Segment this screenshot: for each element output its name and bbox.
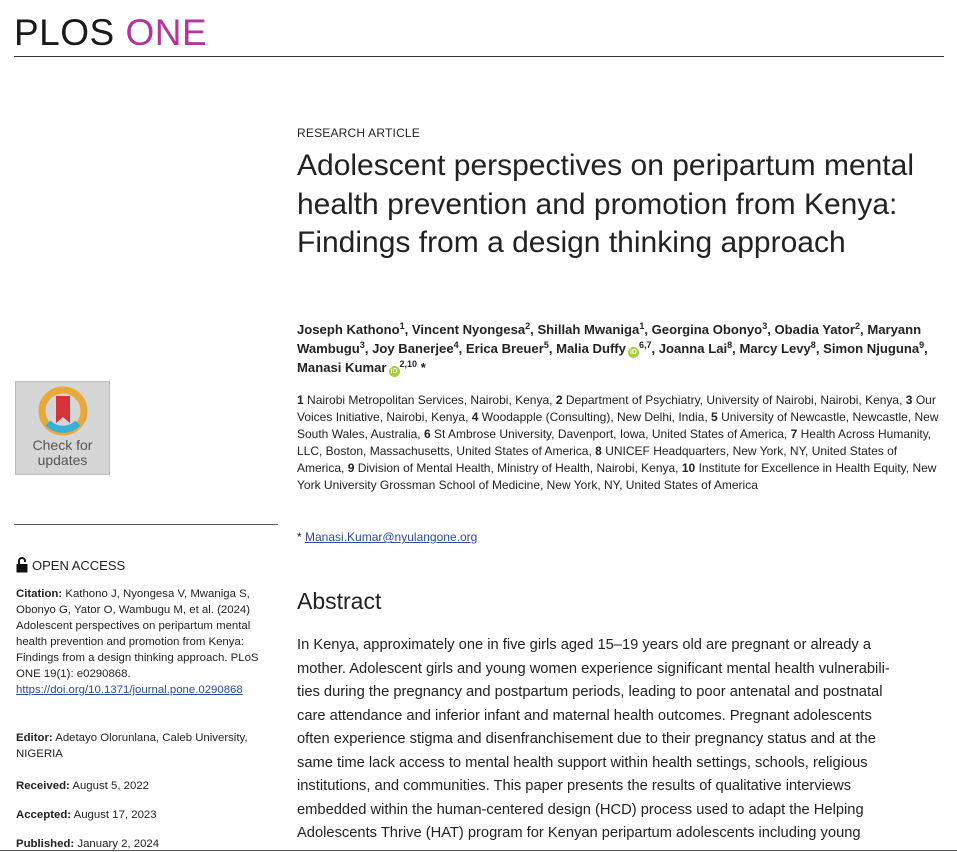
author-affiliation-number: 6,7 bbox=[638, 340, 652, 350]
affiliation-number: 7 bbox=[790, 427, 798, 441]
article-type: RESEARCH ARTICLE bbox=[297, 126, 421, 140]
author-name: Vincent Nyongesa bbox=[411, 322, 526, 337]
author-affiliation-number: 8 bbox=[727, 340, 733, 350]
accepted-date bbox=[16, 807, 278, 823]
abstract-line: care attendance and inferior infant and maternal health outcomes. Pregnant adolescents bbox=[297, 707, 872, 724]
citation-text: Kathono J, Nyongesa V, Mwaniga S, Obonyo G, Yator O, Wambugu M, et al. (2024) Adolescent perspectives on peripartum mental health prevention and promotion from Kenya: Findings from a design thinking approach. PLoS ONE 19(1): e0290868. bbox=[16, 588, 259, 680]
affiliation-text: Institute for Excellence in Health Equity, New York University Grossman School of Medicine, New York, NY, United States of America bbox=[297, 461, 937, 492]
corresponding-author-marker: * bbox=[420, 360, 426, 375]
author-affiliation-number: 2,10 bbox=[399, 359, 418, 369]
abstract-heading: Abstract bbox=[297, 588, 382, 614]
author-name: Erica Breuer bbox=[465, 341, 544, 356]
affiliation-number: 5 bbox=[711, 410, 718, 424]
logo-plos-text: PLOS bbox=[14, 12, 115, 53]
affiliation-number: 10 bbox=[681, 461, 696, 475]
affiliation-item bbox=[424, 427, 787, 441]
author-affiliation-number: 1 bbox=[399, 321, 405, 331]
header-divider bbox=[14, 56, 944, 57]
orcid-icon[interactable]: iD bbox=[390, 368, 398, 375]
author[interactable] bbox=[659, 341, 732, 356]
author-name: Shillah Mwaniga bbox=[537, 322, 640, 337]
author[interactable] bbox=[652, 322, 768, 337]
author-affiliation-number: 3 bbox=[762, 321, 768, 331]
author[interactable] bbox=[412, 322, 530, 337]
abstract-line: mother. Adolescent girls and young women experience significant mental health vulnerabili- bbox=[297, 660, 890, 677]
author-affiliation-number: 1 bbox=[639, 321, 645, 331]
article-title: Adolescent perspectives on peripartum mental health prevention and promotion from Kenya: Findings from a design thinking approach bbox=[297, 149, 914, 259]
received-label: Received: bbox=[16, 780, 70, 792]
abstract-line: same time lack access to mental health support within health settings, schools, religious bbox=[297, 754, 868, 771]
affiliation-item bbox=[556, 393, 903, 407]
author-name: Joanna Lai bbox=[658, 341, 728, 356]
affiliation-number: 1 bbox=[297, 393, 304, 407]
author[interactable] bbox=[297, 360, 426, 375]
affiliation-list bbox=[297, 392, 945, 494]
affiliation-number: 8 bbox=[595, 444, 602, 458]
affiliation-text: Nairobi Metropolitan Services, Nairobi, Kenya, bbox=[307, 393, 553, 407]
affiliation-text: Our Voices Initiative, Nairobi, Kenya, bbox=[297, 393, 936, 424]
author[interactable] bbox=[774, 322, 860, 337]
open-access-label bbox=[16, 557, 125, 576]
author[interactable] bbox=[537, 322, 644, 337]
received-date bbox=[16, 778, 278, 794]
affiliation-number: 9 bbox=[347, 461, 355, 475]
abstract-line: ties during the pregnancy and postpartum periods, leading to poor antenatal and postnatal bbox=[297, 684, 883, 700]
abstract-line: Adolescents Thrive (HAT) program for Kenyan peripartum adolescents including young bbox=[297, 825, 861, 841]
author-affiliation-number: 2 bbox=[855, 321, 861, 331]
author-name: Marcy Levy bbox=[739, 341, 811, 356]
correspondence bbox=[297, 530, 477, 544]
author-affiliation-number: 9 bbox=[919, 340, 925, 350]
open-lock-icon bbox=[16, 557, 28, 576]
abstract-line: often experience stigma and disenfranchisement due to their pregnancy status and at the bbox=[297, 731, 876, 747]
author[interactable] bbox=[297, 322, 405, 337]
author-name: Simon Njuguna bbox=[823, 341, 920, 356]
affiliation-text: St Ambrose University, Davenport, Iowa, United States of America, bbox=[434, 427, 788, 441]
published-label: Published: bbox=[16, 838, 75, 850]
accepted-label: Accepted: bbox=[16, 809, 72, 821]
affiliation-text: Health Across Humanity, LLC, Boston, Massachusetts, United States of America, bbox=[297, 427, 932, 458]
author[interactable] bbox=[372, 341, 459, 356]
abstract-line: In Kenya, approximately one in five girls aged 15–19 years old are pregnant or already a bbox=[297, 637, 871, 653]
crossmark-icon bbox=[37, 385, 89, 437]
abstract-line: institutions, and communities. This paper presents the results of qualitative interviews bbox=[297, 778, 852, 794]
sidebar-divider bbox=[14, 524, 278, 525]
affiliation-text: UNICEF Headquarters, New York, NY, United States of America, bbox=[297, 444, 898, 475]
abstract-line: embedded within the human-centered design (HCD) process used to adapt the Helping bbox=[297, 801, 864, 818]
author[interactable] bbox=[466, 341, 549, 356]
editor-label: Editor: bbox=[16, 732, 53, 744]
editor-text: Adetayo Olorunlana, Caleb University, NIGERIA bbox=[16, 732, 248, 760]
affiliation-text: University of Newcastle, Newcastle, New South Wales, Australia, bbox=[297, 410, 939, 441]
author-list: Joseph Kathono$^1$, Vincent Nyongesa$^2$, Shillah Mwaniga$^1$, Georgina Obonyo$^3$, Obadia Yator$^2$, Maryann Wambugu$^3$, Joy Banerjee$^4$, Erica Breuer$^5$, Malia Duffy iD$^{6,7}$, Joanna Lai$^8$, Marcy Levy$^8$, Simon Njuguna$^9$, Manasi Kumar iD$^{2,10}$ * bbox=[297, 321, 928, 375]
abstract-text bbox=[297, 634, 945, 846]
affiliation-item bbox=[348, 461, 679, 475]
citation-label: Citation: bbox=[16, 588, 63, 600]
author-affiliation-number: 4 bbox=[453, 340, 459, 350]
author-name: Joy Banerjee bbox=[372, 341, 454, 356]
badge-line-1: Check for bbox=[32, 437, 93, 453]
affiliation-number: 4 bbox=[471, 410, 479, 424]
correspondence-email-link[interactable]: Manasi.Kumar@nyulangone.org bbox=[305, 530, 478, 544]
author-name: Obadia Yator bbox=[774, 322, 856, 337]
author-name: Maryann Wambugu bbox=[297, 322, 922, 356]
author[interactable] bbox=[556, 341, 651, 356]
accepted-value: August 17, 2023 bbox=[73, 809, 157, 821]
author-affiliation-number: 5 bbox=[543, 340, 549, 350]
author-name: Manasi Kumar bbox=[297, 360, 387, 375]
editor-block bbox=[16, 730, 278, 762]
open-access-text: OPEN ACCESS bbox=[32, 558, 126, 573]
author[interactable] bbox=[823, 341, 924, 356]
author-affiliation-number: 3 bbox=[359, 340, 365, 350]
author-affiliation-number: 2 bbox=[525, 321, 531, 331]
affiliation-number: 6 bbox=[423, 427, 431, 441]
affiliation-text: Woodapple (Consulting), New Delhi, India, bbox=[481, 410, 708, 424]
correspondence-marker: * bbox=[297, 530, 302, 544]
author-affiliation-number: 8 bbox=[810, 340, 816, 350]
author-name: Joseph Kathono bbox=[297, 322, 400, 337]
affiliation-number: 2 bbox=[555, 393, 563, 407]
logo-one-text: ONE bbox=[125, 12, 208, 53]
affiliation-text: Division of Mental Health, Ministry of Health, Nairobi, Kenya, bbox=[357, 461, 679, 475]
citation-doi-link[interactable]: https://doi.org/10.1371/journal.pone.0290868 bbox=[16, 684, 243, 696]
check-for-updates-badge[interactable] bbox=[15, 381, 110, 475]
citation-block bbox=[16, 586, 278, 698]
author-name: Malia Duffy bbox=[556, 341, 626, 356]
orcid-icon[interactable]: iD bbox=[629, 349, 637, 356]
badge-line-2: updates bbox=[37, 452, 88, 468]
published-value: January 2, 2024 bbox=[77, 838, 160, 850]
affiliation-number: 3 bbox=[905, 393, 913, 407]
received-value: August 5, 2022 bbox=[72, 780, 150, 792]
affiliation-item bbox=[472, 410, 708, 424]
author-name: Georgina Obonyo bbox=[651, 322, 763, 337]
affiliation-item bbox=[297, 393, 552, 407]
journal-logo[interactable] bbox=[14, 14, 207, 51]
author[interactable] bbox=[739, 341, 815, 356]
affiliation-text: Department of Psychiatry, University of Nairobi, Nairobi, Kenya, bbox=[565, 393, 903, 407]
